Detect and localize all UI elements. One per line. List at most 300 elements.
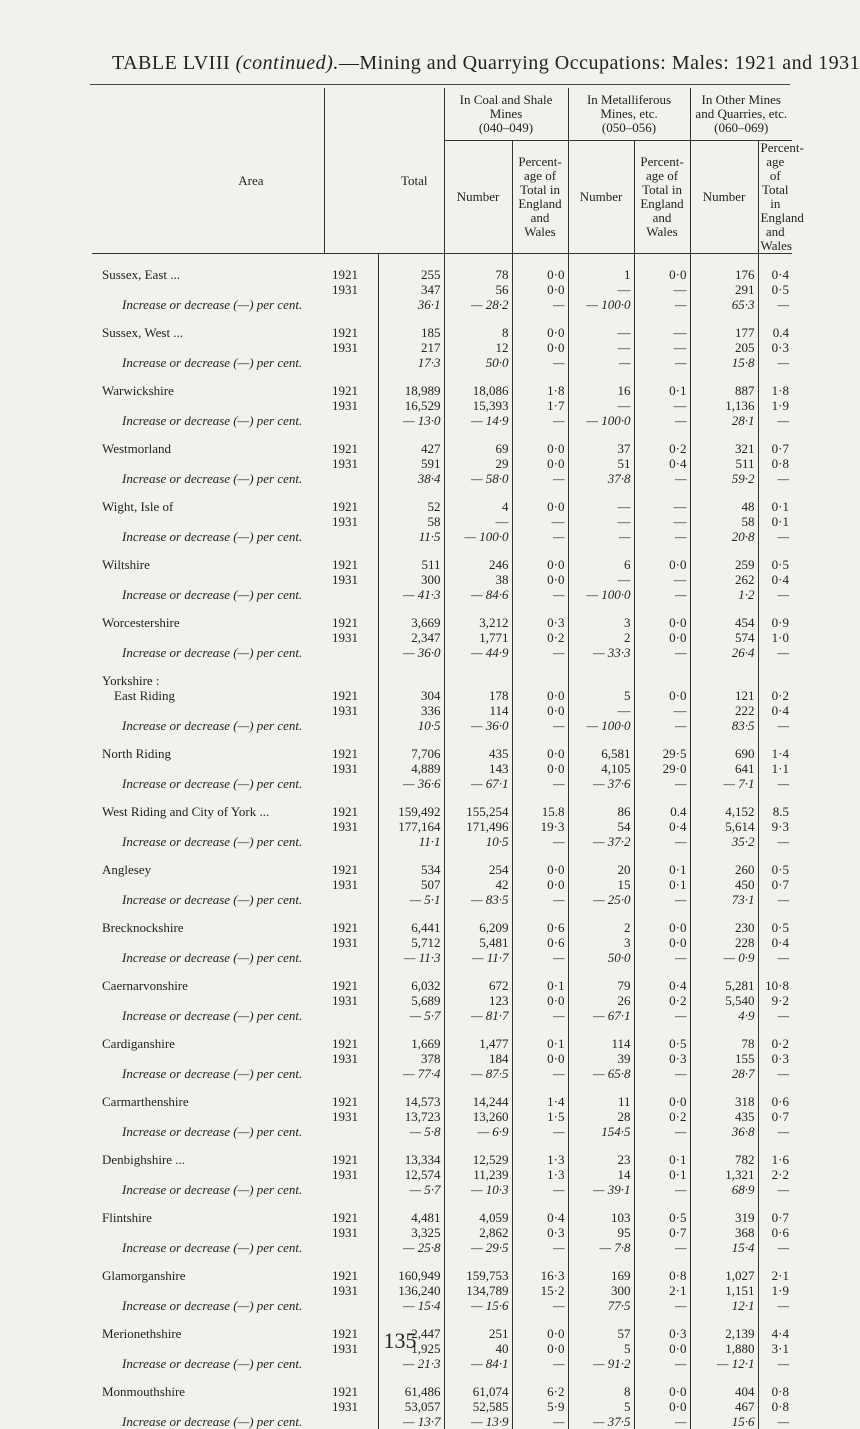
increase-col6: — <box>758 297 792 312</box>
value-1921-col3: 16 <box>568 383 634 398</box>
value-1931-col4: 0·3 <box>634 1051 690 1066</box>
value-1931-col2: 0·0 <box>512 761 568 776</box>
year-1921: 1921 <box>324 325 378 340</box>
year-1931: 1931 <box>324 456 378 471</box>
increase-label: Increase or decrease (—) per cent. <box>92 892 324 907</box>
value-1931-col1: 1,771 <box>444 630 512 645</box>
value-1921-col5: 404 <box>690 1384 758 1399</box>
value-1931-col6: 0·4 <box>758 572 792 587</box>
value-1921-col4: 0·1 <box>634 1152 690 1167</box>
increase-col0: — 77·4 <box>378 1066 444 1081</box>
coal-header-line2: Mines <box>447 107 566 121</box>
value-1921-col3: 5 <box>568 688 634 703</box>
value-1921-col2: 0·1 <box>512 978 568 993</box>
value-1921-col0: 13,334 <box>378 1152 444 1167</box>
table-row <box>92 819 792 834</box>
table-row <box>92 1283 792 1298</box>
area-blank <box>92 877 324 892</box>
table-row <box>92 862 792 877</box>
value-1921-col5: 454 <box>690 615 758 630</box>
value-1921-col1: 178 <box>444 688 512 703</box>
increase-col0: — 5·7 <box>378 1008 444 1023</box>
value-1921-col5: 321 <box>690 441 758 456</box>
value-1921-col3: 23 <box>568 1152 634 1167</box>
table-row <box>92 761 792 776</box>
year-1931: 1931 <box>324 993 378 1008</box>
value-1931-col2: 19·3 <box>512 819 568 834</box>
increase-col4: — <box>634 1066 690 1081</box>
area-blank <box>92 935 324 950</box>
coal-percent-header: Percent-age of Total in England and Wales <box>512 141 568 254</box>
value-1921-col5: 782 <box>690 1152 758 1167</box>
year-1921: 1921 <box>324 383 378 398</box>
value-1931-col4: — <box>634 514 690 529</box>
table-row <box>92 1094 792 1109</box>
increase-spacer <box>324 297 378 312</box>
increase-col2: — <box>512 471 568 486</box>
coal-header <box>444 88 568 141</box>
area-blank <box>92 1051 324 1066</box>
value-1921-col2: 1·8 <box>512 383 568 398</box>
value-1931-col5: 222 <box>690 703 758 718</box>
increase-col3: — 100·0 <box>568 718 634 733</box>
increase-col2: — <box>512 950 568 965</box>
value-1921-col5: 260 <box>690 862 758 877</box>
increase-col5: 4·9 <box>690 1008 758 1023</box>
value-1921-col3: — <box>568 325 634 340</box>
value-1931-col3: 28 <box>568 1109 634 1124</box>
value-1921-col2: 16·3 <box>512 1268 568 1283</box>
value-1921-col0: 511 <box>378 557 444 572</box>
increase-col0: — 36·0 <box>378 645 444 660</box>
value-1931-col2: 0·6 <box>512 935 568 950</box>
increase-row <box>92 1124 792 1139</box>
increase-col1: — 11·7 <box>444 950 512 965</box>
increase-label: Increase or decrease (—) per cent. <box>92 645 324 660</box>
value-1931-col6: 9·3 <box>758 819 792 834</box>
value-1931-col3: 26 <box>568 993 634 1008</box>
metal-header-line3: (050–056) <box>571 121 688 135</box>
increase-col3: — 100·0 <box>568 587 634 602</box>
value-1931-col5: 1,321 <box>690 1167 758 1182</box>
increase-col6: — <box>758 1066 792 1081</box>
value-1921-col2: 0·0 <box>512 1326 568 1341</box>
value-1921-col0: 1,669 <box>378 1036 444 1051</box>
value-1931-col5: 155 <box>690 1051 758 1066</box>
increase-col6: — <box>758 950 792 965</box>
table-row <box>92 1384 792 1399</box>
table-row <box>92 282 792 297</box>
value-1931-col5: 511 <box>690 456 758 471</box>
value-1931-col4: 0·0 <box>634 1399 690 1414</box>
value-1931-col2: 1·3 <box>512 1167 568 1182</box>
value-1931-col4: 29·0 <box>634 761 690 776</box>
increase-col3: 37·8 <box>568 471 634 486</box>
increase-row <box>92 1008 792 1023</box>
metal-percent-header: Percent-age of Total in England and Wales <box>634 141 690 254</box>
value-1921-col1: 12,529 <box>444 1152 512 1167</box>
increase-row <box>92 587 792 602</box>
value-1921-col0: 427 <box>378 441 444 456</box>
increase-col1: — 28·2 <box>444 297 512 312</box>
value-1931-col4: — <box>634 398 690 413</box>
increase-label: Increase or decrease (—) per cent. <box>92 834 324 849</box>
value-1921-col3: 79 <box>568 978 634 993</box>
year-1931: 1931 <box>324 1167 378 1182</box>
value-1921-col3: 6,581 <box>568 746 634 761</box>
year-1921: 1921 <box>324 1152 378 1167</box>
value-1931-col1: 12 <box>444 340 512 355</box>
value-1921-col0: 52 <box>378 499 444 514</box>
value-1921-col4: 0·8 <box>634 1268 690 1283</box>
value-1921-col3: 37 <box>568 441 634 456</box>
increase-col6: — <box>758 355 792 370</box>
increase-col0: 17·3 <box>378 355 444 370</box>
table-row <box>92 630 792 645</box>
table-row <box>92 920 792 935</box>
year-1921: 1921 <box>324 1094 378 1109</box>
value-1921-col5: 176 <box>690 267 758 282</box>
increase-row <box>92 1240 792 1255</box>
value-1921-col0: 255 <box>378 267 444 282</box>
increase-spacer <box>324 776 378 791</box>
metal-number-header: Number <box>568 141 634 254</box>
increase-col3: — <box>568 355 634 370</box>
value-1921-col2: 0·0 <box>512 862 568 877</box>
increase-row <box>92 892 792 907</box>
year-1931: 1931 <box>324 935 378 950</box>
value-1931-col3: — <box>568 282 634 297</box>
value-1931-col4: 2·1 <box>634 1283 690 1298</box>
area-header: Area <box>92 88 324 254</box>
top-rule <box>90 84 790 85</box>
increase-col4: — <box>634 297 690 312</box>
value-1921-col3: — <box>568 499 634 514</box>
value-1931-col6: 0·3 <box>758 1051 792 1066</box>
area-name: Westmorland <box>92 441 324 456</box>
increase-col5: 26·4 <box>690 645 758 660</box>
value-1921-col4: — <box>634 325 690 340</box>
value-1921-col4: 0·0 <box>634 557 690 572</box>
coal-header-line1: In Coal and Shale <box>447 93 566 107</box>
increase-col5: 28·1 <box>690 413 758 428</box>
value-1921-col0: 160,949 <box>378 1268 444 1283</box>
value-1921-col1: 61,074 <box>444 1384 512 1399</box>
value-1931-col0: 507 <box>378 877 444 892</box>
value-1931-col3: — <box>568 398 634 413</box>
value-1931-col3: 51 <box>568 456 634 471</box>
value-1931-col5: 291 <box>690 282 758 297</box>
value-1921-col6: 0·7 <box>758 1210 792 1225</box>
increase-col4: — <box>634 834 690 849</box>
increase-col4: — <box>634 1240 690 1255</box>
value-1921-col2: 1·3 <box>512 1152 568 1167</box>
value-1931-col3: 5 <box>568 1399 634 1414</box>
table-row <box>92 325 792 340</box>
data-table <box>92 88 792 1429</box>
increase-spacer <box>324 1240 378 1255</box>
value-1921-col4: 0·3 <box>634 1326 690 1341</box>
increase-col1: — 15·6 <box>444 1298 512 1313</box>
value-1931-col6: 0·4 <box>758 935 792 950</box>
increase-col5: — 12·1 <box>690 1356 758 1371</box>
increase-col5: 28·7 <box>690 1066 758 1081</box>
year-1921: 1921 <box>324 267 378 282</box>
value-1931-col3: 54 <box>568 819 634 834</box>
value-1931-col1: 114 <box>444 703 512 718</box>
value-1931-col3: 300 <box>568 1283 634 1298</box>
increase-col2: — <box>512 1414 568 1429</box>
year-1921: 1921 <box>324 499 378 514</box>
value-1921-col2: 0·3 <box>512 615 568 630</box>
increase-col1: — 87·5 <box>444 1066 512 1081</box>
area-name: Worcestershire <box>92 615 324 630</box>
value-1931-col5: 368 <box>690 1225 758 1240</box>
increase-spacer <box>324 1414 378 1429</box>
value-1931-col2: 0·0 <box>512 1051 568 1066</box>
increase-col5: — 0·9 <box>690 950 758 965</box>
value-1931-col3: 39 <box>568 1051 634 1066</box>
value-1931-col2: 0·0 <box>512 572 568 587</box>
year-1931: 1931 <box>324 1283 378 1298</box>
value-1931-col6: 3·1 <box>758 1341 792 1356</box>
increase-col6: — <box>758 1414 792 1429</box>
increase-label: Increase or decrease (—) per cent. <box>92 776 324 791</box>
year-1931: 1931 <box>324 1109 378 1124</box>
increase-col4: — <box>634 1356 690 1371</box>
table-row <box>92 1210 792 1225</box>
value-1931-col5: 467 <box>690 1399 758 1414</box>
area-name: Sussex, West ... <box>92 325 324 340</box>
value-1921-col4: 0·4 <box>634 978 690 993</box>
table-row <box>92 1051 792 1066</box>
value-1921-col1: 14,244 <box>444 1094 512 1109</box>
value-1931-col3: — <box>568 340 634 355</box>
increase-row <box>92 1298 792 1313</box>
value-1931-col6: 1·9 <box>758 398 792 413</box>
value-1931-col3: — <box>568 572 634 587</box>
increase-col6: — <box>758 1356 792 1371</box>
increase-col4: — <box>634 950 690 965</box>
value-1931-col6: 1·9 <box>758 1283 792 1298</box>
increase-col4: — <box>634 1124 690 1139</box>
value-1931-col0: 136,240 <box>378 1283 444 1298</box>
increase-col0: — 25·8 <box>378 1240 444 1255</box>
value-1931-col4: — <box>634 572 690 587</box>
increase-label: Increase or decrease (—) per cent. <box>92 355 324 370</box>
value-1921-col3: 3 <box>568 615 634 630</box>
increase-row <box>92 355 792 370</box>
value-1931-col2: 0·0 <box>512 993 568 1008</box>
value-1921-col3: 114 <box>568 1036 634 1051</box>
value-1921-col1: 4,059 <box>444 1210 512 1225</box>
value-1931-col2: 0·3 <box>512 1225 568 1240</box>
increase-col5: 20·8 <box>690 529 758 544</box>
value-1921-col2: 0·4 <box>512 1210 568 1225</box>
increase-col4: — <box>634 1414 690 1429</box>
value-1921-col5: 5,281 <box>690 978 758 993</box>
increase-row <box>92 529 792 544</box>
increase-col1: — 14·9 <box>444 413 512 428</box>
increase-row <box>92 718 792 733</box>
other-header-line2: and Quarries, etc. <box>693 107 791 121</box>
value-1931-col4: 0·0 <box>634 630 690 645</box>
value-1931-col2: 0·0 <box>512 282 568 297</box>
increase-col6: — <box>758 1240 792 1255</box>
table-row <box>92 1268 792 1283</box>
value-1921-col2: 0·0 <box>512 557 568 572</box>
area-name: Wiltshire <box>92 557 324 572</box>
value-1931-col5: 58 <box>690 514 758 529</box>
value-1921-col6: 1·4 <box>758 746 792 761</box>
year-1921: 1921 <box>324 1268 378 1283</box>
value-1931-col0: 3,325 <box>378 1225 444 1240</box>
value-1921-col0: 4,481 <box>378 1210 444 1225</box>
increase-col4: — <box>634 1298 690 1313</box>
value-1921-col1: 8 <box>444 325 512 340</box>
value-1931-col5: 450 <box>690 877 758 892</box>
value-1921-col1: 251 <box>444 1326 512 1341</box>
year-1931: 1931 <box>324 572 378 587</box>
increase-row <box>92 471 792 486</box>
increase-col0: — 21·3 <box>378 1356 444 1371</box>
increase-col0: — 5·1 <box>378 892 444 907</box>
table-row <box>92 514 792 529</box>
year-1921: 1921 <box>324 688 378 703</box>
value-1921-col3: 86 <box>568 804 634 819</box>
increase-label: Increase or decrease (—) per cent. <box>92 950 324 965</box>
year-1931: 1931 <box>324 703 378 718</box>
table-row <box>92 1225 792 1240</box>
increase-col6: — <box>758 645 792 660</box>
increase-col6: — <box>758 776 792 791</box>
increase-col6: — <box>758 1298 792 1313</box>
year-1921: 1921 <box>324 978 378 993</box>
value-1931-col1: 11,239 <box>444 1167 512 1182</box>
value-1931-col4: — <box>634 282 690 297</box>
value-1921-col5: 230 <box>690 920 758 935</box>
value-1921-col1: 6,209 <box>444 920 512 935</box>
value-1921-col1: 246 <box>444 557 512 572</box>
increase-spacer <box>324 645 378 660</box>
table-row <box>92 1109 792 1124</box>
increase-col6: — <box>758 1124 792 1139</box>
value-1921-col6: 0·6 <box>758 1094 792 1109</box>
table-row <box>92 688 792 703</box>
value-1921-col0: 159,492 <box>378 804 444 819</box>
table-row <box>92 804 792 819</box>
increase-col3: 77·5 <box>568 1298 634 1313</box>
value-1931-col5: 205 <box>690 340 758 355</box>
value-1931-col0: 347 <box>378 282 444 297</box>
increase-label: Increase or decrease (—) per cent. <box>92 1008 324 1023</box>
increase-col4: — <box>634 645 690 660</box>
increase-col4: — <box>634 471 690 486</box>
value-1921-col2: 15.8 <box>512 804 568 819</box>
increase-col6: — <box>758 1008 792 1023</box>
value-1931-col3: 3 <box>568 935 634 950</box>
increase-spacer <box>324 718 378 733</box>
increase-col3: — 39·1 <box>568 1182 634 1197</box>
value-1931-col1: 134,789 <box>444 1283 512 1298</box>
increase-col3: — 100·0 <box>568 413 634 428</box>
value-1931-col0: 16,529 <box>378 398 444 413</box>
increase-label: Increase or decrease (—) per cent. <box>92 413 324 428</box>
increase-col2: — <box>512 1066 568 1081</box>
area-blank <box>92 514 324 529</box>
year-1931: 1931 <box>324 877 378 892</box>
value-1931-col4: 0·7 <box>634 1225 690 1240</box>
table-row <box>92 267 792 282</box>
value-1931-col0: 300 <box>378 572 444 587</box>
value-1921-col0: 7,706 <box>378 746 444 761</box>
value-1931-col0: 336 <box>378 703 444 718</box>
value-1921-col1: 4 <box>444 499 512 514</box>
value-1921-col4: 0·0 <box>634 1384 690 1399</box>
table-row <box>92 877 792 892</box>
increase-col2: — <box>512 1240 568 1255</box>
increase-col1: — 10·3 <box>444 1182 512 1197</box>
area-name: Flintshire <box>92 1210 324 1225</box>
value-1931-col0: 5,712 <box>378 935 444 950</box>
value-1931-col4: 0·2 <box>634 993 690 1008</box>
area-blank <box>92 456 324 471</box>
year-1931: 1931 <box>324 398 378 413</box>
increase-col6: — <box>758 413 792 428</box>
value-1931-col5: 1,136 <box>690 398 758 413</box>
value-1931-col0: 53,057 <box>378 1399 444 1414</box>
other-header <box>690 88 792 141</box>
year-1931: 1931 <box>324 630 378 645</box>
increase-label: Increase or decrease (—) per cent. <box>92 471 324 486</box>
value-1921-col4: 0.4 <box>634 804 690 819</box>
value-1931-col5: 435 <box>690 1109 758 1124</box>
value-1931-col0: 378 <box>378 1051 444 1066</box>
year-1931: 1931 <box>324 819 378 834</box>
other-percent-header: Percent-age of Total in England and Wales <box>758 141 792 254</box>
value-1931-col6: 1·1 <box>758 761 792 776</box>
increase-label: Increase or decrease (—) per cent. <box>92 587 324 602</box>
table-row <box>92 557 792 572</box>
value-1931-col1: 5,481 <box>444 935 512 950</box>
increase-col5: 36·8 <box>690 1124 758 1139</box>
year-1931: 1931 <box>324 761 378 776</box>
value-1931-col1: 38 <box>444 572 512 587</box>
value-1921-col5: 2,139 <box>690 1326 758 1341</box>
value-1921-col4: — <box>634 499 690 514</box>
increase-row <box>92 413 792 428</box>
value-1921-col0: 185 <box>378 325 444 340</box>
value-1921-col2: 0·6 <box>512 920 568 935</box>
increase-col2: — <box>512 834 568 849</box>
value-1921-col0: 304 <box>378 688 444 703</box>
value-1931-col0: 2,347 <box>378 630 444 645</box>
increase-col5: 15·6 <box>690 1414 758 1429</box>
area-name: Warwickshire <box>92 383 324 398</box>
increase-col2: — <box>512 355 568 370</box>
value-1921-col3: 8 <box>568 1384 634 1399</box>
area-blank <box>92 1283 324 1298</box>
increase-col4: — <box>634 718 690 733</box>
value-1931-col6: 0·6 <box>758 1225 792 1240</box>
increase-label: Increase or decrease (—) per cent. <box>92 297 324 312</box>
increase-label: Increase or decrease (—) per cent. <box>92 529 324 544</box>
increase-col2: — <box>512 1182 568 1197</box>
value-1931-col6: 0·5 <box>758 282 792 297</box>
value-1921-col6: 0.4 <box>758 325 792 340</box>
increase-col6: — <box>758 718 792 733</box>
year-1921: 1921 <box>324 804 378 819</box>
